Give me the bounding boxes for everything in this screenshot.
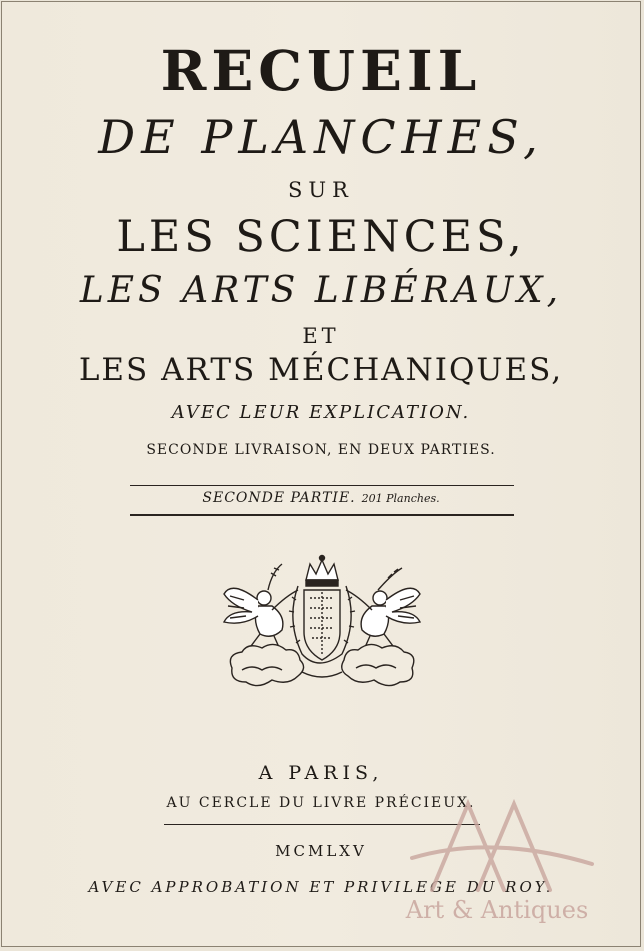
title-seconde-livraison: SECONDE LIVRAISON, EN DEUX PARTIES.: [146, 442, 496, 458]
divider-bottom: [130, 514, 514, 516]
title-page: [1, 1, 641, 947]
title-arts-mechaniques: LES ARTS MÉCHANIQUES,: [78, 352, 564, 388]
partie-line: [2, 490, 640, 506]
watermark-text: Art & Antiques: [405, 896, 589, 924]
title-les-sciences: LES SCIENCES,: [116, 212, 526, 262]
title-arts-liberaux: LES ARTS LIBÉRAUX,: [79, 270, 563, 311]
watermark: [392, 794, 602, 934]
imprint-city: A PARIS,: [258, 762, 384, 784]
divider-top: [130, 485, 514, 486]
imprint-year: MCMLXV: [275, 842, 367, 860]
aa-monogram-icon: [392, 794, 602, 894]
imprint-publisher: AU CERCLE DU LIVRE PRÉCIEUX.: [166, 795, 476, 811]
royal-coat-of-arms-with-cherubs-icon: [202, 550, 442, 700]
title-et: ET: [302, 324, 340, 348]
partie-label: SECONDE PARTIE.: [202, 490, 356, 506]
title-sur: SUR: [288, 178, 354, 202]
imprint-privilege: AVEC APPROBATION ET PRIVILEGE DU ROY.: [88, 878, 554, 896]
title-avec-explication: AVEC LEUR EXPLICATION.: [171, 402, 471, 423]
title-de-planches: DE PLANCHES,: [98, 110, 544, 164]
planches-count: 201 Planches.: [361, 492, 440, 505]
title-recueil: RECUEIL: [160, 38, 482, 103]
